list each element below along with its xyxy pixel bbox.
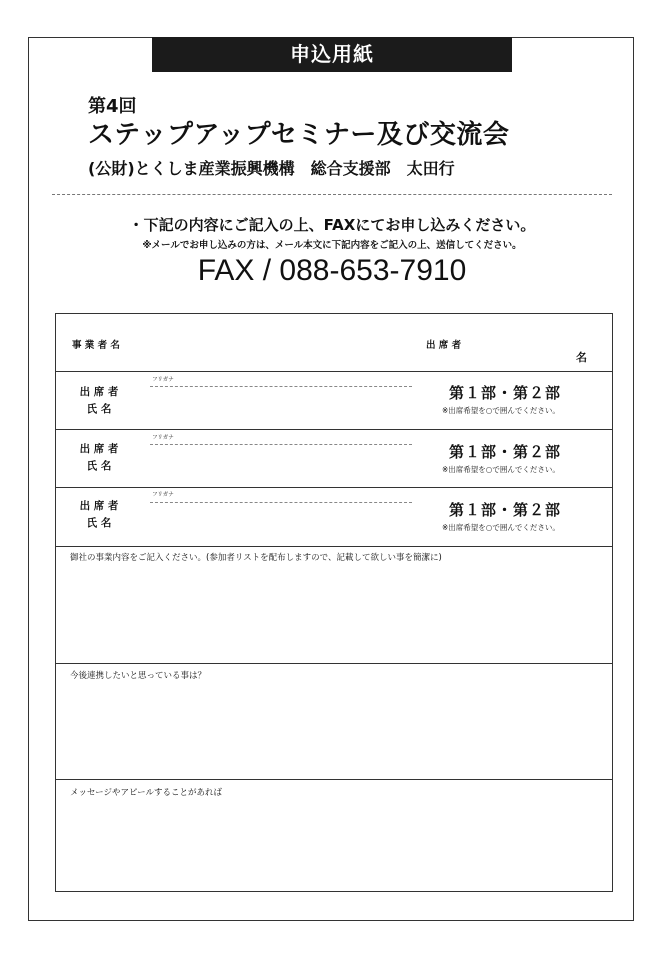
row-divider (56, 546, 612, 547)
furigana-label: フリガナ (152, 492, 174, 498)
instruction-email: ※メールでお申し込みの方は、メール本文に下記内容をご記入の上、送信してください。 (142, 240, 522, 251)
fax-number: FAX / 088-653-7910 (197, 254, 467, 287)
row-divider (56, 663, 612, 664)
application-form (55, 313, 613, 892)
session-choice-note: ※出席希望を○で囲んでください。 (442, 406, 560, 415)
session-choice[interactable]: 第１部・第２部 (449, 501, 562, 519)
row-divider (56, 429, 612, 430)
attendee-name-label: 出 席 者 氏 名 (79, 386, 119, 415)
furigana-label: フリガナ (152, 435, 174, 441)
furigana-field[interactable] (150, 386, 412, 387)
row-divider (56, 371, 612, 372)
session-choice-note: ※出席希望を○で囲んでください。 (442, 465, 560, 474)
dashed-divider (52, 194, 612, 195)
furigana-label: フリガナ (152, 377, 174, 383)
attendee-name-label: 出 席 者 氏 名 (79, 500, 119, 529)
event-title: ステップアップセミナー及び交流会 (88, 120, 510, 150)
business-name-label: 事 業 者 名 (72, 340, 120, 351)
organization-line: (公財)とくしま産業振興機構 総合支援部 太田行 (88, 159, 455, 178)
message-label: メッセージやアピールすることがあれば (70, 788, 222, 798)
instruction-fax: ・下記の内容にご記入の上、FAXにてお申し込みください。 (128, 216, 536, 234)
future-collaboration-label: 今後連携したいと思っている事は？ (70, 671, 207, 681)
attendees-label: 出 席 者 (426, 340, 462, 351)
row-divider (56, 779, 612, 780)
form-title: 申込用紙 (152, 37, 512, 72)
business-content-label: 御社の事業内容をご記入ください。(参加者リストを配布しますので、記載して欲しい事を簡潔に) (70, 553, 442, 563)
furigana-field[interactable] (150, 444, 412, 445)
row-divider (56, 487, 612, 488)
session-choice[interactable]: 第１部・第２部 (449, 443, 562, 461)
attendee-name-label: 出 席 者 氏 名 (79, 443, 119, 472)
attendees-count-suffix: 名 (576, 351, 587, 364)
session-choice[interactable]: 第１部・第２部 (449, 384, 562, 402)
furigana-field[interactable] (150, 502, 412, 503)
session-choice-note: ※出席希望を○で囲んでください。 (442, 523, 560, 532)
event-number: 第4回 (88, 96, 137, 117)
